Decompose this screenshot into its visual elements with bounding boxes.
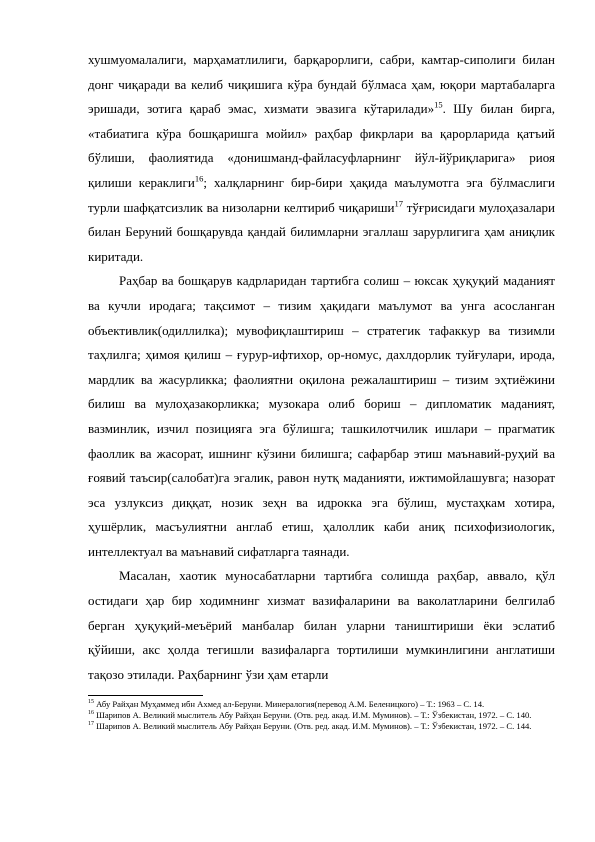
body-paragraph-3: Масалан, хаотик муносабатларни тартибга солишда раҳбар, аввало, қўл остидаги ҳар бир ходимнинг хизмат вазифаларини ва ваколатларини белгилаб берган ҳуқуқий-меъёрий манбалар билан уларни таништириши ёки эслатиб қўйиши, акс ҳолда тегишли вазифаларга тортилиши мумкинлигини англатиши тақозо этилади. Раҳбарнинг ўзи ҳам етарли bbox=[88, 568, 555, 682]
footnote-17 bbox=[88, 721, 555, 732]
footnote-separator bbox=[88, 695, 203, 696]
body-paragraph-1 bbox=[88, 48, 555, 269]
paragraph-1-text-a: хушмуомалалиги, марҳаматлилиги, барқарорлиги, сабри, камтар-сиполиги билан донг чиқаради ва келиб чиқишига кўра бундай бўлмаса ҳам, юқори мартабаларга эришади, зотига қараб эмас, хизмати эвазига кўтарилади» bbox=[88, 52, 555, 117]
footnote-text: Абу Райҳан Муҳаммед ибн Ахмед ал-Беруни. Минералогия(перевод А.М. Беленицкого) – Т.: 1963 – С. 14. bbox=[94, 699, 485, 710]
footnote-text: Шарипов А. Великий мыслитель Абу Райҳан Беруни. (Отв. ред. акад. И.М. Муминов). – Т.: Ўзбекистан, 1972. – С. 144. bbox=[94, 720, 532, 731]
footnote-15 bbox=[88, 699, 555, 710]
footnote-16 bbox=[88, 710, 555, 721]
footnote-number: 15 bbox=[88, 699, 94, 706]
footnote-ref-17[interactable]: 17 bbox=[394, 198, 404, 209]
footnote-ref-16[interactable]: 16 bbox=[194, 173, 204, 184]
footnote-ref-15[interactable]: 15 bbox=[434, 99, 443, 110]
paragraph-1-text-c: ; халқларнинг бир-бири ҳақида маълумотга эга бўлмаслиги турли шафқатсизлик ва низоларни келтириб чиқариши bbox=[88, 174, 555, 215]
document-page bbox=[88, 48, 555, 731]
paragraph-1-text-b: . Шу билан бирга, «табиатига кўра бошқаришга мойил» раҳбар фикрлари ва қарорларида қатъий бўлиши, фаолиятида «донишманд-файласуфларнинг йўл-йўриқларига» риоя қилиши кераклиги bbox=[88, 101, 555, 190]
body-paragraph-2: Раҳбар ва бошқарув кадрларидан тартибга солиш – юксак ҳуқуқий маданият ва кучли иродага; тақсимот – тизим ҳақидаги маълумот ва унга асосланган объективлик(одиллилка); мувофиқлаштириш – стратегик тафаккур ва тизимли таҳлилга; ҳимоя қилиш – ғурур-ифтихор, ор-номус, дахлдорлик туйғулари, ирода, мардлик ва жасурликка; фаолиятни оқилона режалаштириш – тизим эҳтиёжини билиш ва мулоҳазакорликка; музокара олиб бориш – дипломатик маданият, вазминлик, изчил позицияга эга бўлишга; ташкилотчилик ишлари – прагматик фаоллик ва жасорат, ишнинг кўзини билишга; сафарбар этиш маънавий-руҳий ва ғоявий таъсир(салобат)га эгалик, равон нутқ маданияти, ижтимойлашувга; назорат эса узлуксиз диққат, нозик зеҳн ва идрокка эга бўлиш, мустаҳкам хотира, ҳушёрлик, масъулиятни англаб етиш, ҳалоллик каби аниқ психофизиологик, интеллектуал ва маънавий сифатларга таянади. bbox=[88, 273, 555, 559]
footnote-text: Шарипов А. Великий мыслитель Абу Райҳан Беруни. (Отв. ред. акад. И.М. Муминов). – Т.: Ўзбекистан, 1972. – С. 140. bbox=[94, 710, 532, 721]
paragraph-1-text-d: тўғрисидаги мулоҳазалари билан Беруний бошқарувда қандай билимларни эгаллаш зарурлигига ҳам аниқлик киритади. bbox=[88, 199, 555, 264]
footnote-number: 17 bbox=[88, 720, 94, 727]
footnote-number: 16 bbox=[88, 710, 94, 717]
